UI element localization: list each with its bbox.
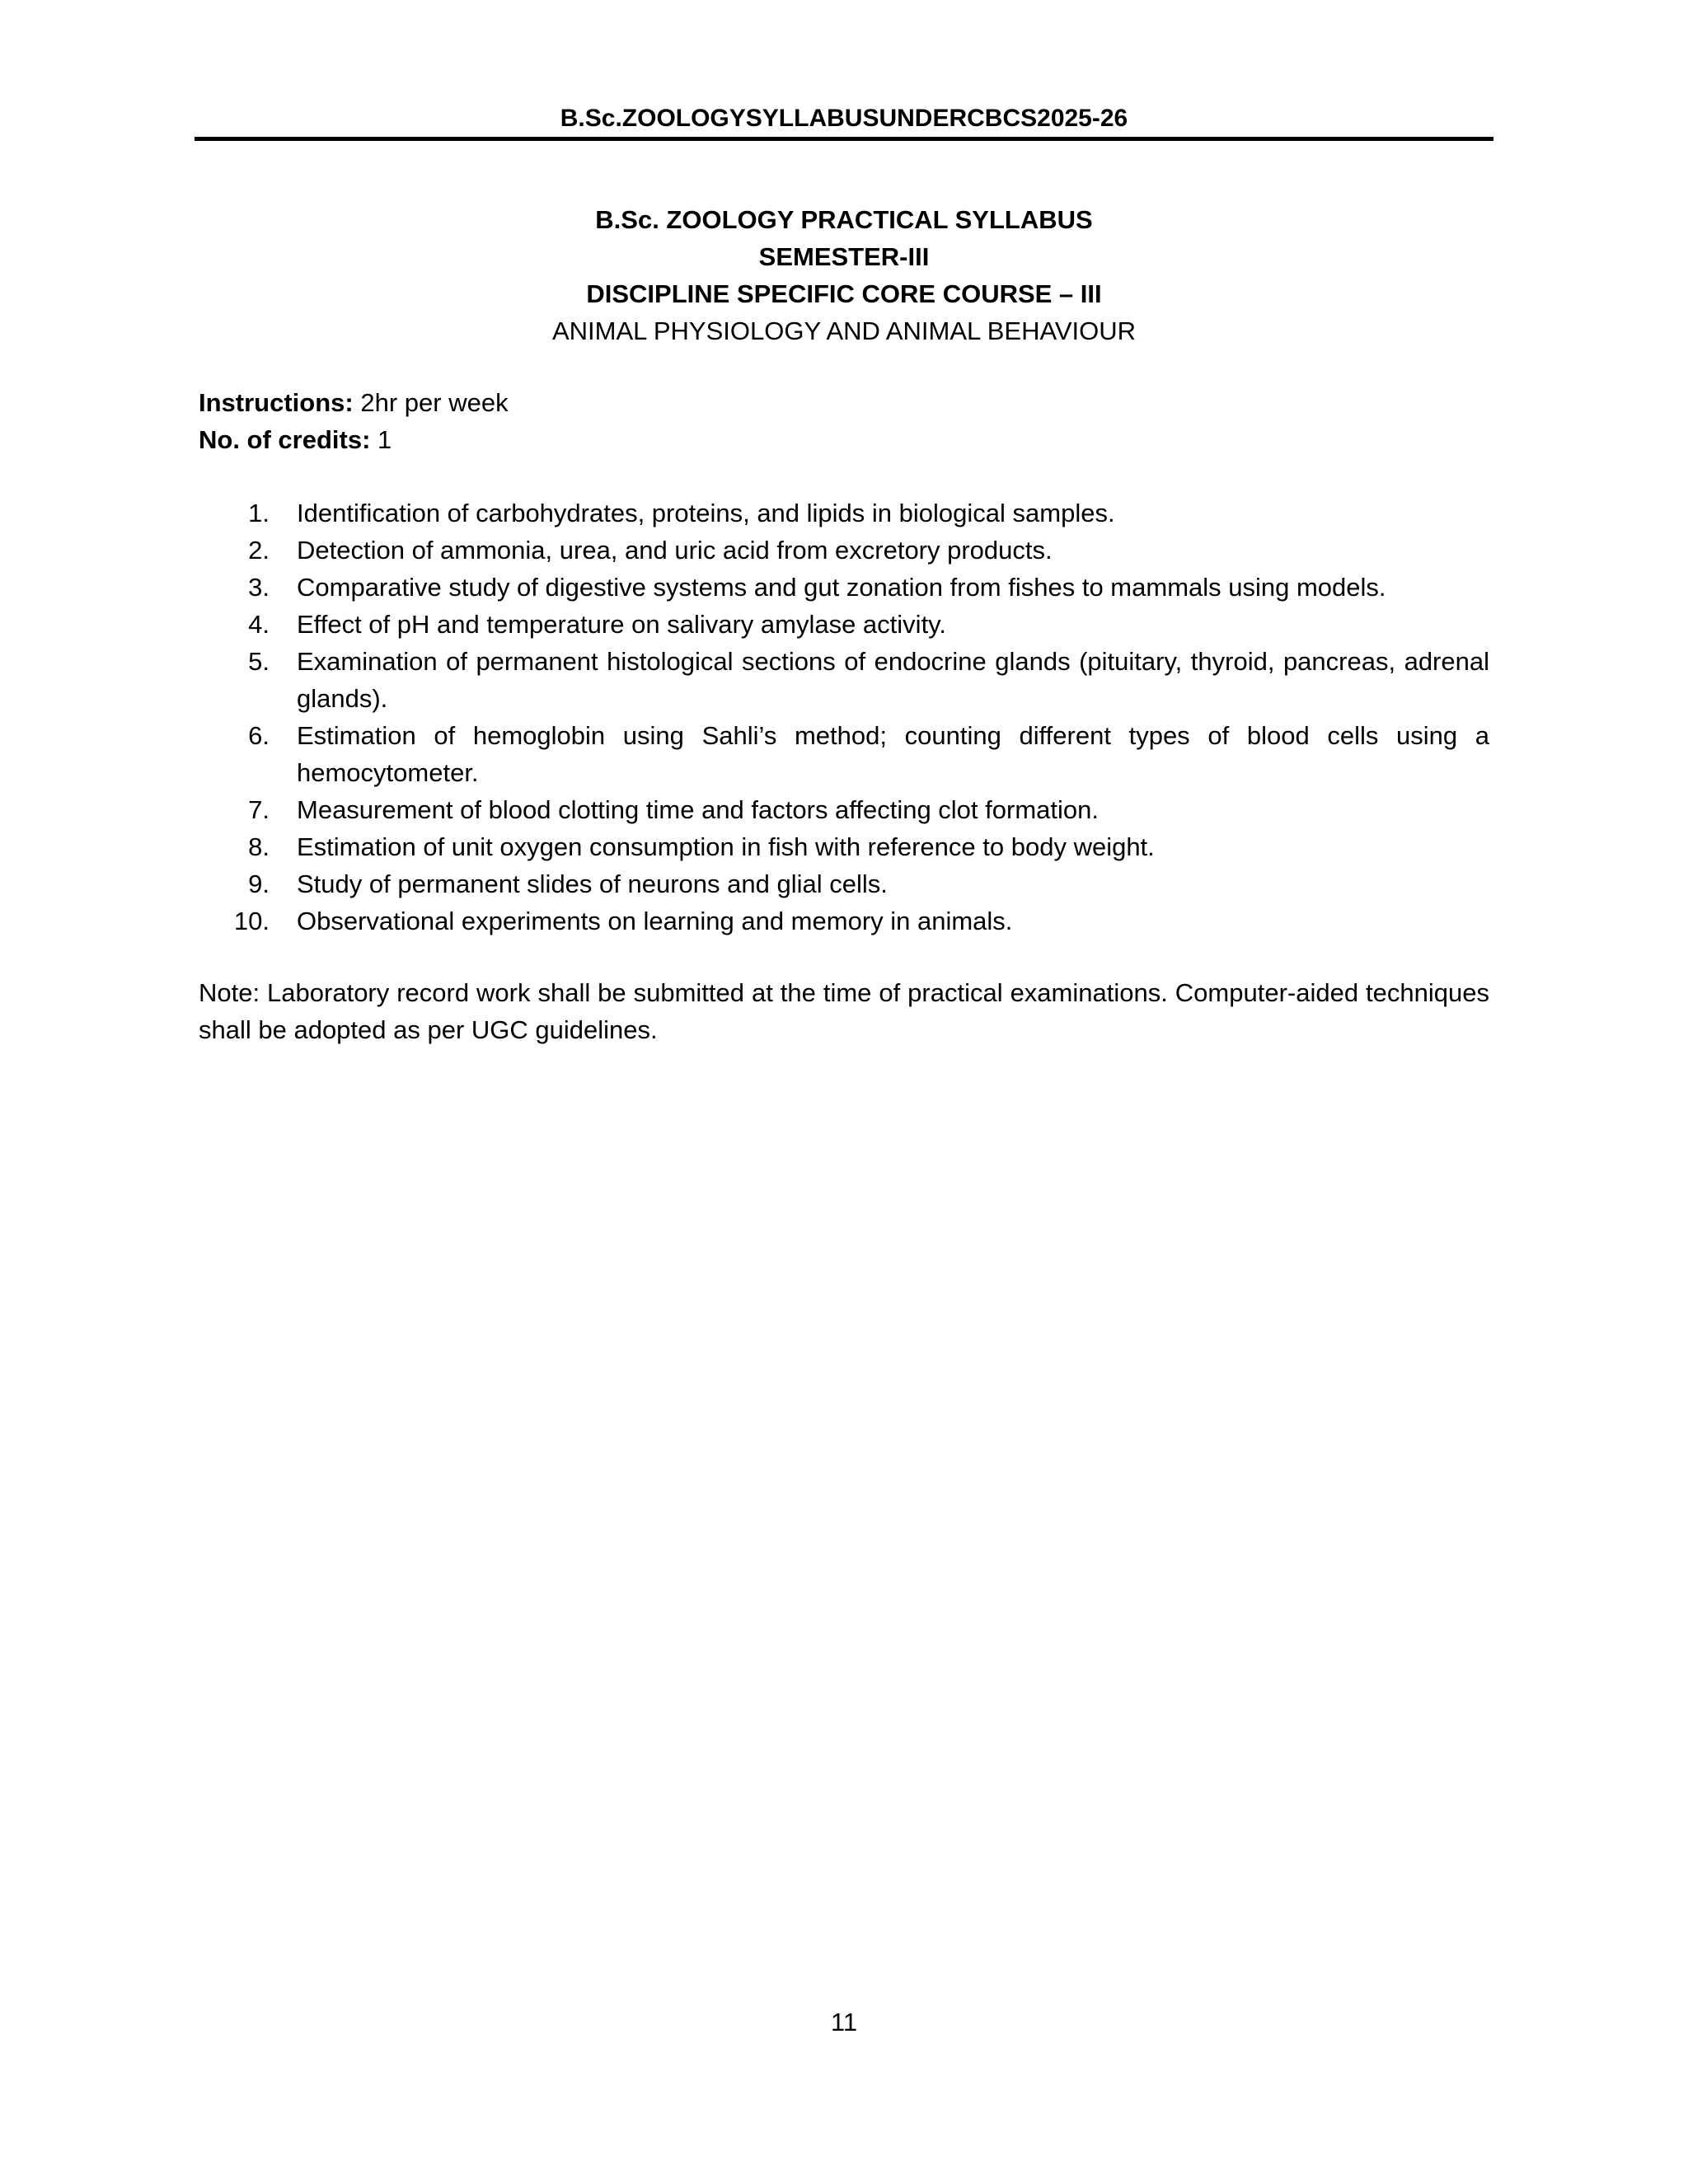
item-text: Effect of pH and temperature on salivary amylase activity. [297,610,946,639]
credits-value: 1 [377,425,392,454]
running-header: B.Sc.ZOOLOGYSYLLABUSUNDERCBCS2025-26 [560,105,1128,132]
title-block [196,201,1492,349]
item-number: 7. [248,795,270,824]
item-number: 1. [248,499,270,527]
instructions-row [199,384,509,421]
course-name: ANIMAL PHYSIOLOGY AND ANIMAL BEHAVIOUR [551,316,1137,345]
semester-title: SEMESTER-III [758,242,930,271]
credits-label: No. of credits: [199,425,371,454]
list-item [199,717,1489,791]
list-item [199,902,1489,940]
item-text: Estimation of hemoglobin using Sahli’s method; counting different types of blood cells using a hemocytometer. [297,721,1489,787]
instructions-label: Instructions: [199,388,354,417]
list-item [199,643,1489,717]
item-number: 2. [248,536,270,565]
item-number: 3. [248,573,270,602]
course-meta [199,384,509,458]
experiment-list [199,494,1489,940]
item-text: Estimation of unit oxygen consumption in fish with reference to body weight. [297,832,1155,861]
list-item [199,494,1489,532]
list-item [199,865,1489,902]
list-item [199,828,1489,865]
list-item [199,532,1489,569]
credits-row [199,421,509,458]
item-number: 4. [248,610,270,639]
item-number: 10. [233,907,270,935]
list-item [199,606,1489,643]
item-text: Examination of permanent histological sections of endocrine glands (pituitary, thyroid, pancreas, adrenal glands). [297,647,1489,713]
page-number: 11 [830,2008,858,2036]
item-number: 9. [248,869,270,898]
item-text: Observational experiments on learning and memory in animals. [297,907,1013,935]
item-number: 6. [248,721,270,750]
instructions-value: 2hr per week [360,388,509,417]
list-item [199,791,1489,828]
item-text: Detection of ammonia, urea, and uric acid from excretory products. [297,536,1053,565]
item-text: Measurement of blood clotting time and factors affecting clot formation. [297,795,1099,824]
syllabus-title: B.Sc. ZOOLOGY PRACTICAL SYLLABUS [595,205,1093,234]
list-item [199,569,1489,606]
item-text: Identification of carbohydrates, proteins, and lipids in biological samples. [297,499,1115,527]
item-number: 8. [248,832,270,861]
item-text: Comparative study of digestive systems and gut zonation from fishes to mammals using models. [297,573,1386,602]
header-rule [195,137,1493,141]
item-text: Study of permanent slides of neurons and glial cells. [297,869,888,898]
item-number: 5. [248,647,270,676]
course-type-title: DISCIPLINE SPECIFIC CORE COURSE – III [586,279,1102,308]
note-paragraph: Note: Laboratory record work shall be submitted at the time of practical examinations. Computer-aided techniques shall be adopted as per UGC guidelines. [199,978,1489,1044]
